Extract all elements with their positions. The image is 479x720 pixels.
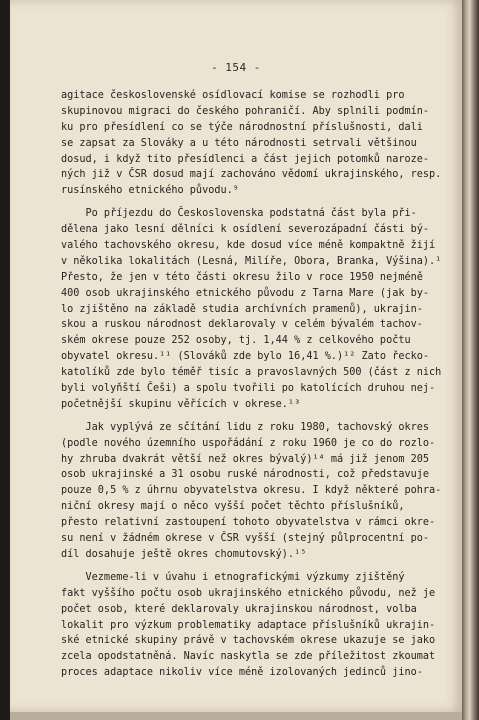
paragraph: [61, 420, 442, 563]
paragraph-gap: [61, 199, 431, 206]
text-line: niční okresy mají o něco vyšší počet těchto příslušníků,: [61, 501, 405, 513]
text-line: 400 osob ukrajinského etnického původu z Tarna Mare (jak by-: [61, 287, 430, 299]
text-line: Přesto, že jen v této části okresu žilo v roce 1950 nejméně: [61, 271, 423, 283]
text-line: hy zhruba dvakrát větší než okres bývalý)¹⁴ má již jenom 205: [61, 453, 430, 465]
text-line: ském okrese pouze 252 osoby, tj. 1,44 % z celkového počtu: [61, 335, 411, 347]
page-stack-edge: [462, 0, 479, 720]
paragraph: [61, 206, 442, 413]
text-line: lokalit pro výzkum problematiky adaptace příslušníků ukrajin-: [61, 619, 436, 631]
text-line: katolíků zde bylo téměř tisíc a pravoslavných 500 (část z nich: [61, 367, 442, 379]
text-line: Po příjezdu do Československa podstatná část byla při-: [61, 208, 417, 220]
text-line: ných již v ČSR dosud mají zachováno vědomí ukrajinského, resp.: [61, 169, 442, 181]
paragraph-gap: [61, 413, 431, 420]
text-line: dosud, i když tito přesídlenci a část jejich potomků naroze-: [61, 153, 430, 165]
text-line: Vezmeme-li v úvahu i etnografickými výzkumy zjištěný: [61, 571, 405, 583]
page-bottom-edge: [10, 712, 462, 720]
paragraph: [61, 88, 442, 199]
text-line: valého tachovského okresu, kde dosud více méně kompaktně žijí: [61, 240, 436, 252]
text-line: obyvatel okresu.¹¹ (Slováků zde bylo 16,41 %.)¹² Zato řecko-: [61, 351, 430, 363]
text-line: v několika lokalitách (Lesná, Milíře, Obora, Branka, Výšina).¹: [61, 255, 442, 267]
text-line: (podle nového územního uspořádání z roku 1960 je co do rozlo-: [61, 437, 436, 449]
text-line: osob ukrajinské a 31 osobu ruské národnosti, což představuje: [61, 469, 430, 481]
text-line: lo zjištěno na základě studia archívních pramenů), ukrajin-: [61, 303, 423, 315]
text-line: početnější skupinu věřících v okrese.¹³: [61, 398, 301, 410]
text-line: se zapsat za Slováky a u této národnosti setrvali většinou: [61, 137, 417, 149]
text-line: rusínského etnického původu.⁹: [61, 185, 239, 197]
text-line: byli volyňští Češi) a spolu tvořili po katolících druhou nej-: [61, 383, 436, 395]
text-line: díl dosahuje ještě okres chomutovský).¹⁵: [61, 548, 307, 560]
text-line: počet osob, které deklarovaly ukrajinskou národnost, volba: [61, 603, 417, 615]
text-line: ské etnické skupiny právě v tachovském okrese ukazuje se jako: [61, 635, 436, 647]
text-line: pouze 0,5 % z úhrnu obyvatelstva okresu. I když některé pohra-: [61, 485, 442, 497]
text-line: dělena jako lesní dělníci k osídlení severozápadní části bý-: [61, 224, 430, 236]
text-line: přesto relativní zastoupení tohoto obyvatelstva v rámci okre-: [61, 517, 436, 529]
text-line: fakt vyššího počtu osob ukrajinského etnického původu, než je: [61, 587, 436, 599]
book-page: [10, 0, 462, 712]
page-number: - 154 -: [211, 61, 261, 74]
paragraph: [61, 570, 436, 681]
text-line: agitace československé osídlovací komise se rozhodli pro: [61, 90, 405, 101]
text-line: skupinovou migraci do českého pohraničí. Aby splnili podmín-: [61, 105, 430, 117]
text-line: ku pro přesídlení co se týče národnostní příslušnosti, dali: [61, 121, 423, 133]
text-line: su není v žádném okrese v ČSR vyšší (stejný půlprocentní po-: [61, 533, 430, 545]
text-line: proces adaptace nikoliv více méně izolovaných jedinců jino-: [61, 667, 423, 679]
paragraph-gap: [61, 563, 431, 570]
body-text: [61, 88, 442, 681]
text-line: skou a ruskou národnost deklarovaly v celém bývalém tachov-: [61, 319, 423, 331]
text-line: zcela opodstatněná. Navíc naskytla se zde příležitost zkoumat: [61, 651, 436, 663]
text-line: Jak vyplývá ze sčítání lidu z roku 1980, tachovský okres: [61, 421, 430, 433]
